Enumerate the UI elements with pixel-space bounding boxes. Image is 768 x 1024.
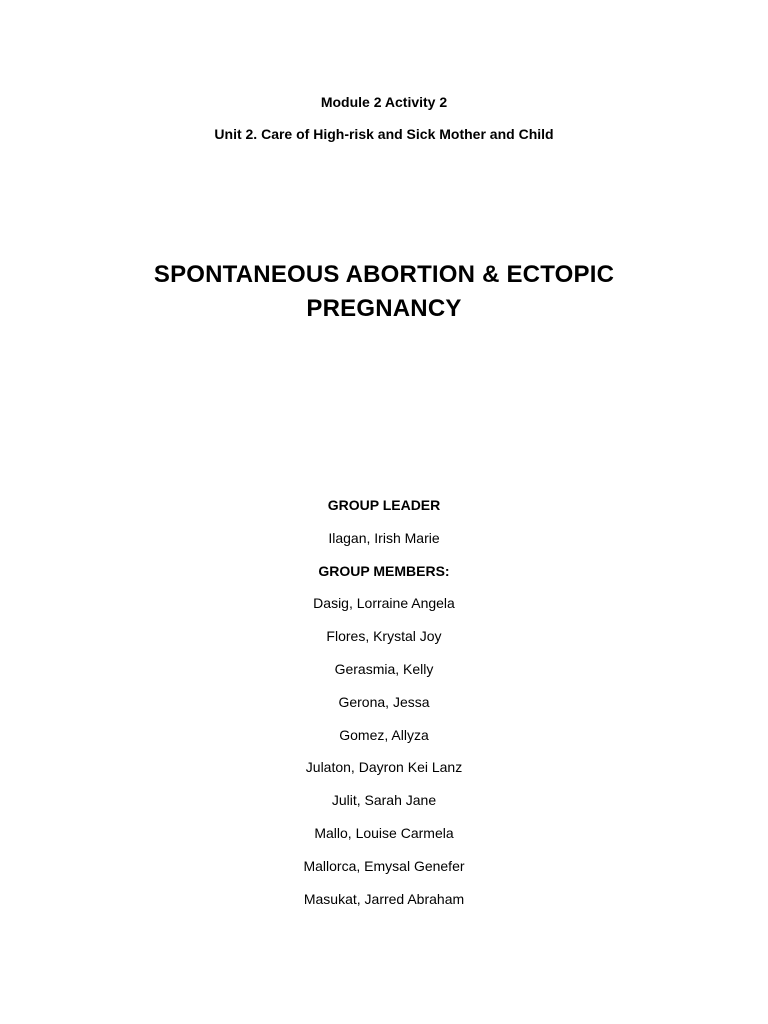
group-member: Gerasmia, Kelly: [334, 660, 434, 677]
unit-label: Unit 2. Care of High-risk and Sick Mother and Child: [214, 126, 554, 142]
group-member: Flores, Krystal Joy: [326, 628, 442, 645]
group-member: Gerona, Jessa: [338, 693, 430, 710]
module-label: Module 2 Activity 2: [320, 94, 448, 110]
group-member: Julit, Sarah Jane: [331, 792, 437, 809]
group-member: Gomez, Allyza: [339, 726, 429, 743]
group-member: Mallorca, Emysal Genefer: [303, 857, 465, 874]
title-line-2: PREGNANCY: [306, 295, 462, 322]
group-leader-name: Ilagan, Irish Marie: [328, 529, 440, 546]
group-member: Julaton, Dayron Kei Lanz: [305, 759, 463, 776]
document-title: [0, 258, 768, 326]
group-member: Dasig, Lorraine Angela: [313, 595, 455, 612]
title-line-1: SPONTANEOUS ABORTION & ECTOPIC: [153, 261, 615, 288]
group-member: Mallo, Louise Carmela: [314, 824, 454, 841]
group-section: [0, 496, 768, 922]
group-leader-heading: GROUP LEADER: [327, 497, 441, 513]
group-member: Masukat, Jarred Abraham: [303, 890, 465, 907]
group-members-heading: GROUP MEMBERS:: [318, 562, 450, 579]
